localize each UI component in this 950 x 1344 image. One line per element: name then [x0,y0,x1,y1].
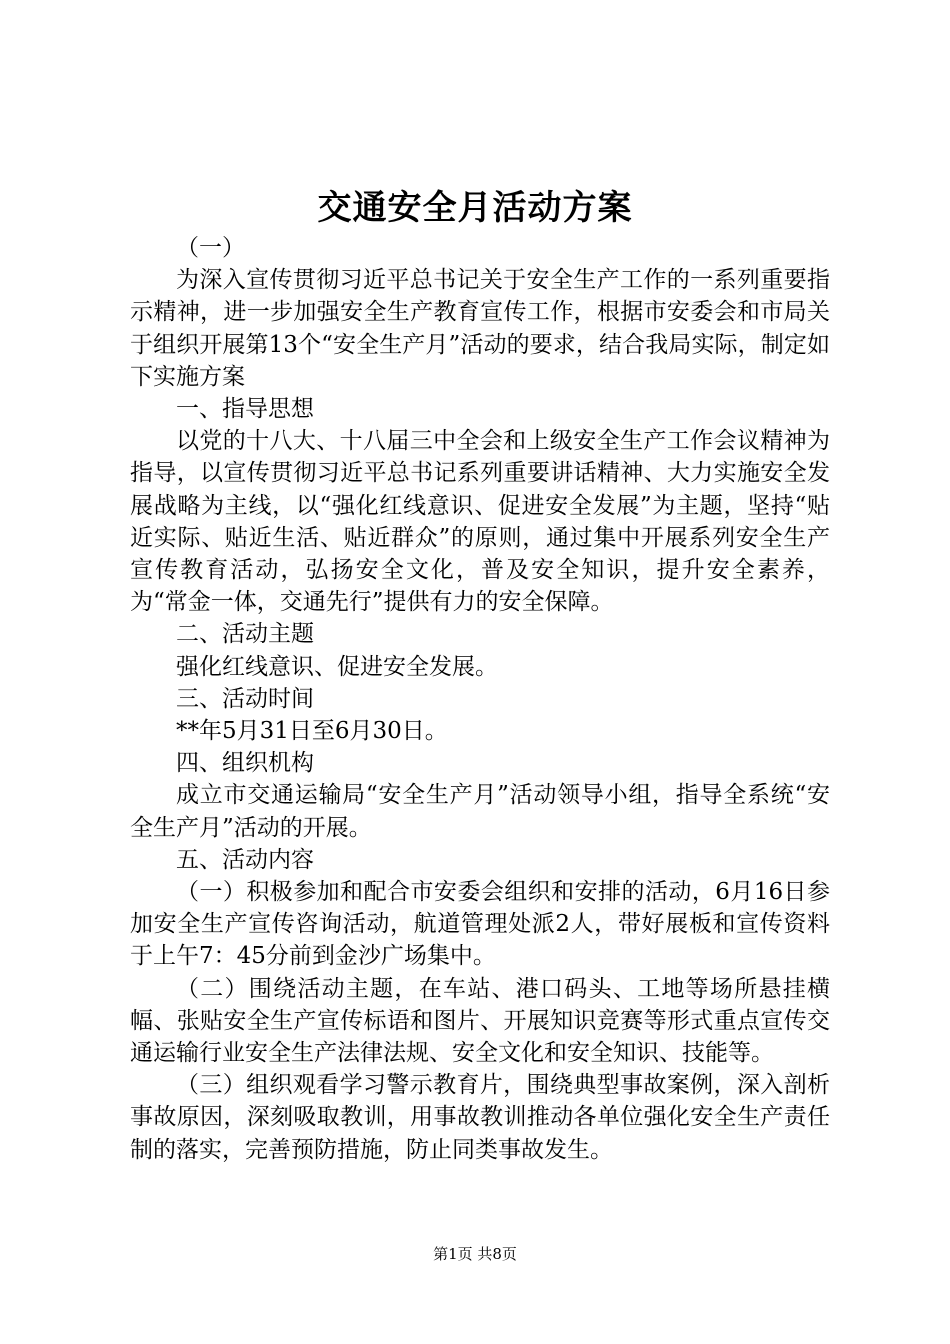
paragraph-organization: 成立市交通运输局“安全生产月”活动领导小组，指导全系统“安全生产月”活动的开展。 [130,782,830,841]
paragraph-time: **年5月31日至6月30日。 [176,718,448,745]
section-heading-time: 三、活动时间 [176,685,314,712]
document-title: 交通安全月活动方案 [317,188,633,228]
paragraph-content-2: （二）围绕活动主题，在车站、港口码头、工地等场所悬挂横幅、张贴安全生产宣传标语和图片、开展知识竞赛等形式重点宣传交通运输行业安全生产法律法规、安全文化和安全知识、技能等。 [130,975,830,1067]
section-heading-organization: 四、组织机构 [176,750,314,777]
paragraph-content-1: （一）积极参加和配合市安委会组织和安排的活动，6月16日参加安全生产宣传咨询活动，航道管理处派2人，带好展板和宣传资料于上午7：45分前到金沙广场集中。 [130,879,830,970]
section-heading-guiding-thought: 一、指导思想 [176,396,314,423]
document-body [130,232,830,1166]
section-heading-theme: 二、活动主题 [176,621,314,648]
paragraph-intro: 为深入宣传贯彻习近平总书记关于安全生产工作的一系列重要指示精神，进一步加强安全生产教育宣传工作，根据市安委会和市局关于组织开展第13个“安全生产月”活动的要求，结合我局实际，制定如下实施方案 [130,267,830,390]
paragraph-theme: 强化红线意识、促进安全发展。 [176,653,498,680]
paragraph-content-3: （三）组织观看学习警示教育片，围绕典型事故案例，深入剖析事故原因，深刻吸取教训，用事故教训推动各单位强化安全生产责任制的落实，完善预防措施，防止同类事故发生。 [130,1072,830,1163]
page-footer: 第1页 共8页 [433,1245,517,1263]
section-heading-content: 五、活动内容 [176,846,314,873]
paragraph-heading-1: （一） [176,235,245,261]
paragraph-guiding-thought: 以党的十八大、十八届三中全会和上级安全生产工作会议精神为指导，以宣传贯彻习近平总书记系列重要讲话精神、大力实施安全发展战略为主线，以“强化红线意识、促进安全发展”为主题，坚持“贴近实际、贴近生活、贴近群众”的原则，通过集中开展系列安全生产宣传教育活动，弘扬安全文化，普及安全知识，提升安全素养，为“常金一体，交通先行”提供有力的安全保障。 [130,428,830,616]
